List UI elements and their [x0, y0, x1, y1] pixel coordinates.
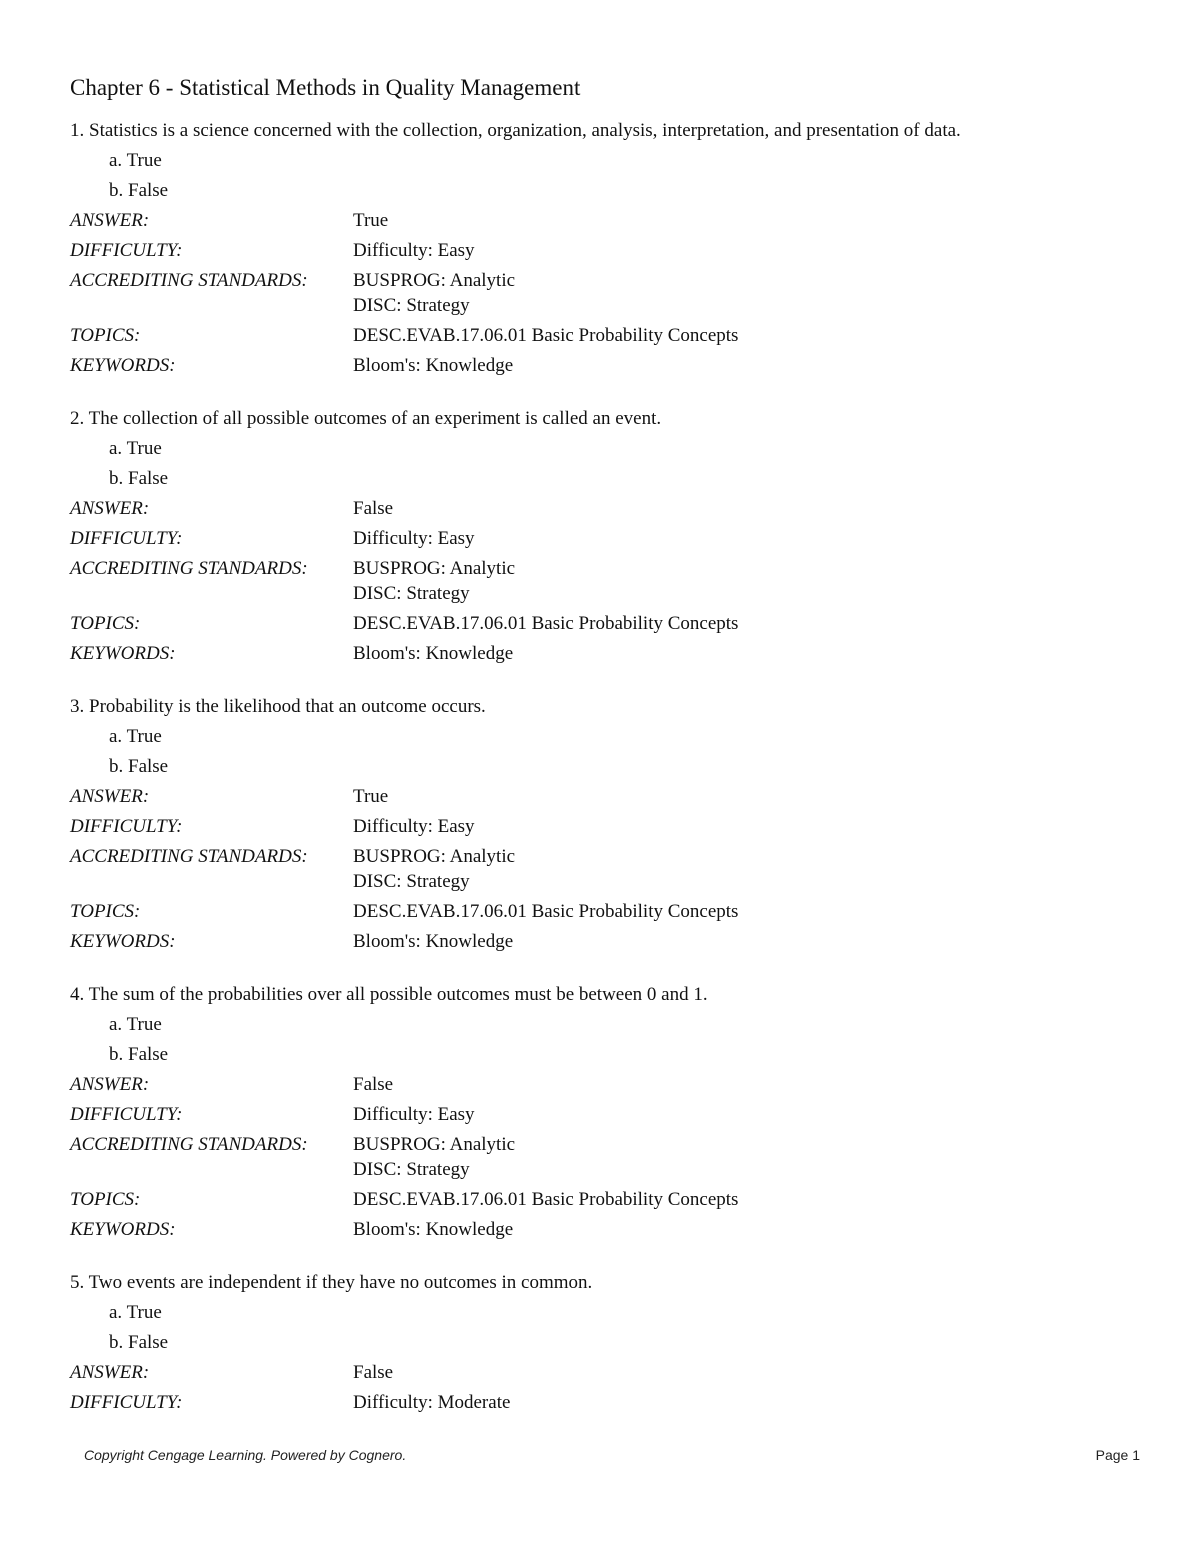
difficulty-value: Difficulty: Moderate	[353, 1392, 511, 1413]
topics-row	[70, 897, 1150, 927]
answer-row	[70, 494, 1150, 524]
accrediting-standard-value: DISC: Strategy	[353, 871, 470, 892]
accrediting-standards-label: ACCREDITING STANDARDS:	[70, 846, 308, 867]
answer-label: ANSWER:	[70, 498, 150, 519]
option-a: a. True	[109, 726, 162, 747]
topics-label: TOPICS:	[70, 901, 141, 922]
keywords-row	[70, 351, 1150, 381]
difficulty-value: Difficulty: Easy	[353, 528, 475, 549]
footer-copyright: Copyright Cengage Learning. Powered by Cognero.	[84, 1447, 407, 1463]
option-b: b. False	[109, 1044, 169, 1065]
answer-row	[70, 1358, 1150, 1388]
option-b: b. False	[109, 180, 169, 201]
answer-label: ANSWER:	[70, 1074, 150, 1095]
question-text: 1. Statistics is a science concerned with the collection, organization, analysis, interpretation, and presentation of data.	[70, 120, 961, 141]
answer-value: False	[353, 498, 394, 519]
topics-label: TOPICS:	[70, 613, 141, 634]
difficulty-label: DIFFICULTY:	[70, 1104, 183, 1125]
question-3	[70, 692, 1150, 957]
answer-label: ANSWER:	[70, 786, 150, 807]
answer-value: True	[353, 786, 389, 807]
difficulty-row	[70, 1100, 1150, 1130]
question-text: 2. The collection of all possible outcomes of an experiment is called an event.	[70, 408, 662, 429]
accrediting-standard-value: BUSPROG: Analytic	[353, 846, 516, 867]
topics-row	[70, 321, 1150, 351]
difficulty-row	[70, 524, 1150, 554]
answer-row	[70, 206, 1150, 236]
question-list	[70, 116, 1150, 1441]
difficulty-value: Difficulty: Easy	[353, 240, 475, 261]
topics-row	[70, 609, 1150, 639]
accrediting-standard-value: BUSPROG: Analytic	[353, 558, 516, 579]
topics-value: DESC.EVAB.17.06.01 Basic Probability Concepts	[353, 613, 739, 634]
keywords-row	[70, 927, 1150, 957]
topics-label: TOPICS:	[70, 325, 141, 346]
keywords-value: Bloom's: Knowledge	[353, 355, 514, 376]
keywords-row	[70, 639, 1150, 669]
accrediting-standard-value: BUSPROG: Analytic	[353, 270, 516, 291]
answer-value: False	[353, 1074, 394, 1095]
question-1	[70, 116, 1150, 381]
keywords-value: Bloom's: Knowledge	[353, 643, 514, 664]
option-b: b. False	[109, 756, 169, 777]
accrediting-standards-label: ACCREDITING STANDARDS:	[70, 558, 308, 579]
topics-label: TOPICS:	[70, 1189, 141, 1210]
difficulty-row	[70, 812, 1150, 842]
answer-row	[70, 1070, 1150, 1100]
question-5	[70, 1268, 1150, 1418]
keywords-label: KEYWORDS:	[70, 355, 176, 376]
accrediting-standards-label: ACCREDITING STANDARDS:	[70, 270, 308, 291]
keywords-value: Bloom's: Knowledge	[353, 1219, 514, 1240]
question-2	[70, 404, 1150, 669]
difficulty-label: DIFFICULTY:	[70, 816, 183, 837]
question-text: 3. Probability is the likelihood that an outcome occurs.	[70, 696, 486, 717]
difficulty-row	[70, 1388, 1150, 1418]
difficulty-label: DIFFICULTY:	[70, 240, 183, 261]
keywords-label: KEYWORDS:	[70, 931, 176, 952]
answer-value: False	[353, 1362, 394, 1383]
option-a: a. True	[109, 1302, 162, 1323]
question-4	[70, 980, 1150, 1245]
question-text: 4. The sum of the probabilities over all possible outcomes must be between 0 and 1.	[70, 984, 708, 1005]
accrediting-standards-row	[70, 266, 1150, 321]
topics-value: DESC.EVAB.17.06.01 Basic Probability Concepts	[353, 325, 739, 346]
accrediting-standard-value: BUSPROG: Analytic	[353, 1134, 516, 1155]
topics-row	[70, 1185, 1150, 1215]
difficulty-label: DIFFICULTY:	[70, 1392, 183, 1413]
option-a: a. True	[109, 150, 162, 171]
question-text: 5. Two events are independent if they have no outcomes in common.	[70, 1272, 593, 1293]
answer-row	[70, 782, 1150, 812]
difficulty-value: Difficulty: Easy	[353, 816, 475, 837]
option-a: a. True	[109, 438, 162, 459]
accrediting-standards-label: ACCREDITING STANDARDS:	[70, 1134, 308, 1155]
accrediting-standards-row	[70, 554, 1150, 609]
difficulty-value: Difficulty: Easy	[353, 1104, 475, 1125]
option-a: a. True	[109, 1014, 162, 1035]
answer-value: True	[353, 210, 389, 231]
answer-label: ANSWER:	[70, 210, 150, 231]
difficulty-row	[70, 236, 1150, 266]
accrediting-standard-value: DISC: Strategy	[353, 295, 470, 316]
topics-value: DESC.EVAB.17.06.01 Basic Probability Concepts	[353, 1189, 739, 1210]
accrediting-standard-value: DISC: Strategy	[353, 1159, 470, 1180]
keywords-value: Bloom's: Knowledge	[353, 931, 514, 952]
keywords-label: KEYWORDS:	[70, 643, 176, 664]
accrediting-standards-row	[70, 1130, 1150, 1185]
difficulty-label: DIFFICULTY:	[70, 528, 183, 549]
option-b: b. False	[109, 1332, 169, 1353]
topics-value: DESC.EVAB.17.06.01 Basic Probability Concepts	[353, 901, 739, 922]
keywords-row	[70, 1215, 1150, 1245]
page-title: Chapter 6 - Statistical Methods in Quality Management	[70, 75, 581, 100]
accrediting-standard-value: DISC: Strategy	[353, 583, 470, 604]
option-b: b. False	[109, 468, 169, 489]
footer-page-number: Page 1	[1095, 1447, 1140, 1463]
accrediting-standards-row	[70, 842, 1150, 897]
answer-label: ANSWER:	[70, 1362, 150, 1383]
keywords-label: KEYWORDS:	[70, 1219, 176, 1240]
